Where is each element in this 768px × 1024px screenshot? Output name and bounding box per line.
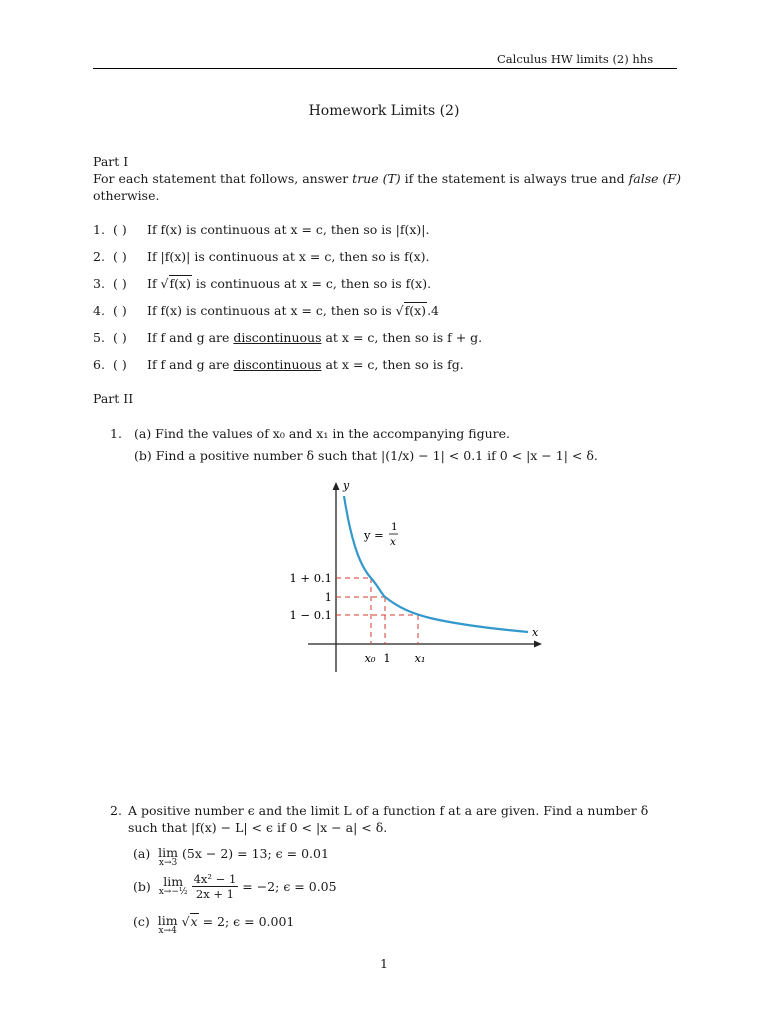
statement-text-pre: If f(x) is continuous at x = c, then so is [147,303,396,318]
statement-text-pre: If [147,276,161,291]
statement-5 [93,330,693,345]
question-2-text-2: such that |f(x) − L| < ϵ if 0 < |x − a| < δ. [128,820,388,835]
statement-number: 4. [93,303,105,318]
statement-number: 2. [93,249,105,264]
statement-text-pre: If f and g are [147,330,234,345]
statement-number: 5. [93,330,105,345]
answer-blank[interactable]: ( ) [113,249,127,264]
statement-number: 6. [93,357,105,372]
y-axis-label: y [343,479,350,492]
question-2c [133,914,294,937]
x-label-one: 1 [383,651,391,665]
y-axis-arrow [333,482,340,490]
statement-3: 3. ( ) If √f(x) is continuous at x = c, then so is f(x). [93,276,432,291]
part-label: (a) [133,846,151,861]
statement-text-post: is continuous at x = c, then so is f(x). [191,276,432,291]
limit-operator [158,914,178,937]
instr-text-2: if the statement is always true and [400,171,629,186]
statement-2 [93,249,693,264]
y-label-upper: 1 + 0.1 [289,571,332,585]
function-numerator: 1 [391,521,398,533]
answer-blank[interactable]: ( ) [113,222,127,237]
part1-instructions-cont: otherwise. [93,188,160,203]
lim-subscript: x→4 [158,926,177,937]
sqrt-argument: f(x) [169,276,191,291]
question-1b: (b) Find a positive number δ such that |(1/x) − 1| < 0.1 if 0 < |x − 1| < δ. [134,448,598,463]
lim-subscript: x→−½ [158,887,188,898]
guide-lines [336,578,418,644]
question-1-number: 1. [110,426,122,441]
limit-operator [158,846,178,869]
sqrt-argument: f(x) [404,303,427,318]
underlined-word: discontinuous [233,330,322,345]
answer-blank[interactable]: ( ) [113,303,127,318]
limit-expression: = −2; ϵ = 0.05 [242,879,337,894]
underlined-word: discontinuous [233,357,322,372]
part1-heading: Part I [93,154,129,169]
statement-4: 4. ( ) If f(x) is continuous at x = c, then so is √f(x).4 [93,303,439,318]
instr-true: true (T) [352,171,401,186]
lim-word: lim [157,913,178,928]
y-label-lower: 1 − 0.1 [289,608,332,622]
running-header: Calculus HW limits (2) hhs [497,52,654,66]
y-label-one: 1 [324,590,332,604]
fraction-numerator: 4x² − 1 [193,872,237,886]
limit-operator [159,875,188,898]
page-title: Homework Limits (2) [308,103,460,119]
reciprocal-figure [270,472,550,677]
instr-text-1: For each statement that follows, answer [93,171,353,186]
curve-reciprocal [344,496,528,632]
limit-expression: (5x − 2) = 13; ϵ = 0.01 [182,846,329,861]
answer-blank[interactable]: ( ) [113,357,127,372]
fraction-denominator: 2x + 1 [195,887,234,901]
answer-blank[interactable]: ( ) [113,330,127,345]
sqrt-symbol: √ [181,914,190,929]
header-rule [93,68,677,69]
page-number: 1 [380,956,388,971]
limit-expression: = 2; ϵ = 0.001 [198,914,295,929]
question-2a [133,846,329,869]
limit-fraction [192,872,239,901]
x-label-x0: x₀ [364,651,376,665]
sqrt-argument: x [190,914,198,929]
statement-text-pre: If f and g are [147,357,234,372]
x-axis-arrow [534,641,542,648]
statement-1 [93,222,693,237]
question-2-text-1: A positive number ϵ and the limit L of a function f at a are given. Find a number δ [128,803,649,818]
statement-text-post: at x = c, then so is f + g. [321,330,483,345]
answer-blank[interactable]: ( ) [113,276,127,291]
instr-false: false (F) [628,171,681,186]
lim-word: lim [163,874,184,890]
statement-text-post: at x = c, then so is fg. [321,357,464,372]
function-denominator: x [390,536,396,548]
x-label-x1: x₁ [414,651,426,665]
part1-instructions [93,171,693,186]
lim-subscript: x→3 [158,858,178,869]
statement-text-post: .4 [427,303,439,318]
x-axis-label: x [532,626,539,639]
part-label: (b) [133,879,151,894]
statement-text: If f(x) is continuous at x = c, then so is |f(x)|. [147,222,430,237]
part2-heading: Part II [93,391,134,406]
question-2b [133,872,337,901]
lim-word: lim [158,845,179,860]
function-lhs: y = [364,528,384,542]
statement-text: If |f(x)| is continuous at x = c, then so is f(x). [147,249,430,264]
part-label: (c) [133,914,150,929]
question-2-number: 2. [110,803,122,818]
statement-6 [93,357,693,372]
statement-number: 1. [93,222,105,237]
statement-number: 3. [93,276,105,291]
question-1a: (a) Find the values of x₀ and x₁ in the accompanying figure. [134,426,510,441]
